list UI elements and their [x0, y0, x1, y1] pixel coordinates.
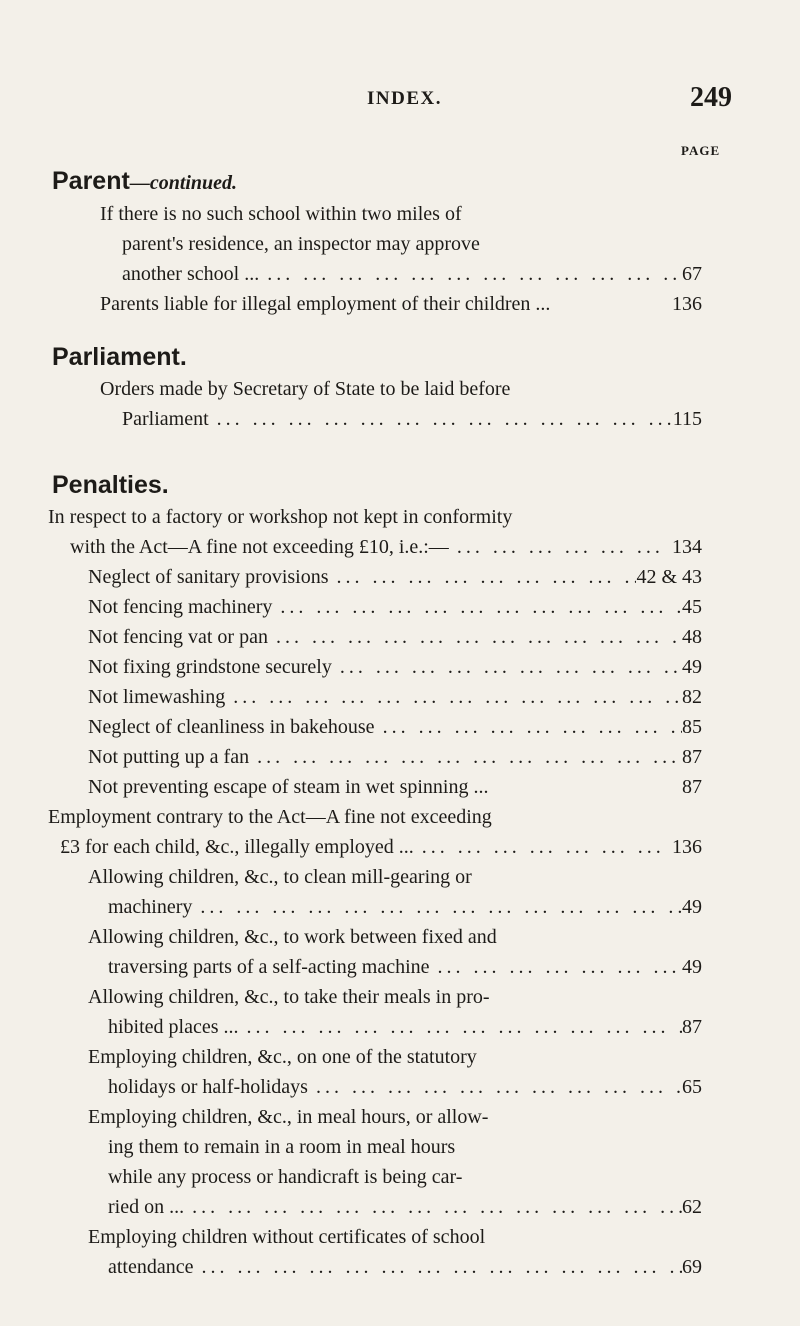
index-entry — [88, 742, 702, 772]
entry-line: Neglect of sanitary provisions — [88, 566, 329, 588]
page-ref: 48 — [682, 626, 702, 648]
page-number: 249 — [690, 82, 732, 113]
entry-line: parent's residence, an inspector may approve — [122, 233, 480, 255]
page-ref: 67 — [682, 263, 702, 285]
page-ref: 69 — [682, 1256, 702, 1278]
leader-dots — [268, 622, 682, 652]
leader-dots — [249, 742, 682, 772]
continued-label: —continued. — [129, 172, 238, 194]
index-entry — [88, 922, 702, 982]
entry-line: Allowing children, &c., to work between fixed and — [88, 926, 497, 948]
index-entry — [88, 1042, 702, 1102]
entry-line: ing them to remain in a room in meal hours — [108, 1136, 456, 1158]
entry-line: traversing parts of a self-acting machine — [108, 956, 430, 978]
section-heading-parliament: Parliament. — [52, 343, 187, 371]
leader-dots — [209, 404, 673, 434]
index-entry — [88, 982, 702, 1042]
page-ref: 49 — [682, 896, 702, 918]
page-column-label: PAGE — [681, 143, 721, 158]
page-ref: 87 — [682, 746, 702, 768]
index-entry — [88, 562, 702, 592]
entry-line: Employing children without certificates of school — [88, 1226, 486, 1248]
leader-dots — [225, 682, 682, 712]
leader-dots — [449, 532, 672, 562]
entry-line: Not fencing machinery — [88, 596, 273, 618]
page-ref: 49 — [682, 656, 702, 678]
page-ref: 82 — [682, 686, 702, 708]
page-ref: 42 & 43 — [636, 566, 702, 588]
page-ref: 49 — [682, 956, 702, 978]
entry-line: Not putting up a fan — [88, 746, 250, 768]
page-ref: 87 — [682, 1016, 702, 1038]
leader-dots — [329, 562, 637, 592]
index-entry — [88, 622, 702, 652]
index-entry — [100, 374, 702, 434]
running-head — [0, 82, 800, 112]
entry-line: Allowing children, &c., to take their meals in pro- — [88, 986, 490, 1008]
index-entry — [88, 862, 702, 922]
section-heading-parent — [52, 167, 237, 196]
index-entry — [100, 289, 702, 319]
leader-dots — [332, 652, 682, 682]
entry-line: another school ... — [122, 263, 260, 285]
leader-dots — [184, 1192, 682, 1222]
entry-line: holidays or half-holidays — [108, 1076, 308, 1098]
index-entry — [88, 682, 702, 712]
entry-line: Not preventing escape of steam in wet spinning ... — [88, 776, 489, 798]
entry-line: while any process or handicraft is being car- — [108, 1166, 463, 1188]
index-entry — [88, 652, 702, 682]
entry-line: Parliament — [122, 408, 209, 430]
page-ref: 134 — [672, 536, 702, 558]
leader-dots — [194, 1252, 683, 1282]
leader-dots — [308, 1072, 682, 1102]
entry-line: Employing children, &c., in meal hours, or allow- — [88, 1106, 489, 1128]
entry-line: Not limewashing — [88, 686, 226, 708]
leader-dots — [375, 712, 682, 742]
index-entry — [48, 802, 702, 862]
index-entry — [100, 199, 702, 289]
index-entry — [88, 1222, 702, 1282]
section-heading-penalties: Penalties. — [52, 471, 169, 499]
index-entry — [88, 592, 702, 622]
page-ref: 65 — [682, 1076, 702, 1098]
entry-line: attendance — [108, 1256, 194, 1278]
leader-dots — [259, 259, 682, 289]
entry-line: Parents liable for illegal employment of their children ... — [100, 293, 551, 315]
index-entry — [88, 712, 702, 742]
section-heading-text: Parent — [52, 167, 130, 195]
leader-dots — [430, 952, 682, 982]
entry-line: Allowing children, &c., to clean mill-gearing or — [88, 866, 472, 888]
leader-dots — [192, 892, 682, 922]
entry-line: Orders made by Secretary of State to be laid before — [100, 378, 511, 400]
page-ref: 136 — [672, 293, 702, 315]
page-ref: 62 — [682, 1196, 702, 1218]
page-ref: 45 — [682, 596, 702, 618]
page-ref: 115 — [672, 408, 702, 430]
page-ref: 136 — [672, 836, 702, 858]
leader-dots — [239, 1012, 682, 1042]
leader-dots — [414, 832, 672, 862]
index-entry — [48, 502, 702, 562]
entry-line: £3 for each child, &c., illegally employed ... — [60, 836, 414, 858]
index-entry — [88, 1102, 702, 1222]
entry-line: Not fixing grindstone securely — [88, 656, 332, 678]
entry-line: Not fencing vat or pan — [88, 626, 268, 648]
entry-line: with the Act—A fine not exceeding £10, i.e.:— — [70, 536, 449, 558]
running-title: INDEX. — [367, 88, 442, 109]
page-ref: 87 — [682, 776, 702, 798]
entry-line: hibited places ... — [108, 1016, 239, 1038]
leader-dots — [272, 592, 682, 622]
page-ref: 85 — [682, 716, 702, 738]
entry-line: In respect to a factory or workshop not kept in conformity — [48, 506, 513, 528]
index-entry — [88, 772, 702, 802]
entry-line: ried on ... — [108, 1196, 185, 1218]
entry-line: If there is no such school within two miles of — [100, 203, 462, 225]
entry-line: Employing children, &c., on one of the statutory — [88, 1046, 477, 1068]
entry-line: machinery — [108, 896, 193, 918]
entry-line: Employment contrary to the Act—A fine not exceeding — [48, 806, 492, 828]
entry-line: Neglect of cleanliness in bakehouse — [88, 716, 375, 738]
